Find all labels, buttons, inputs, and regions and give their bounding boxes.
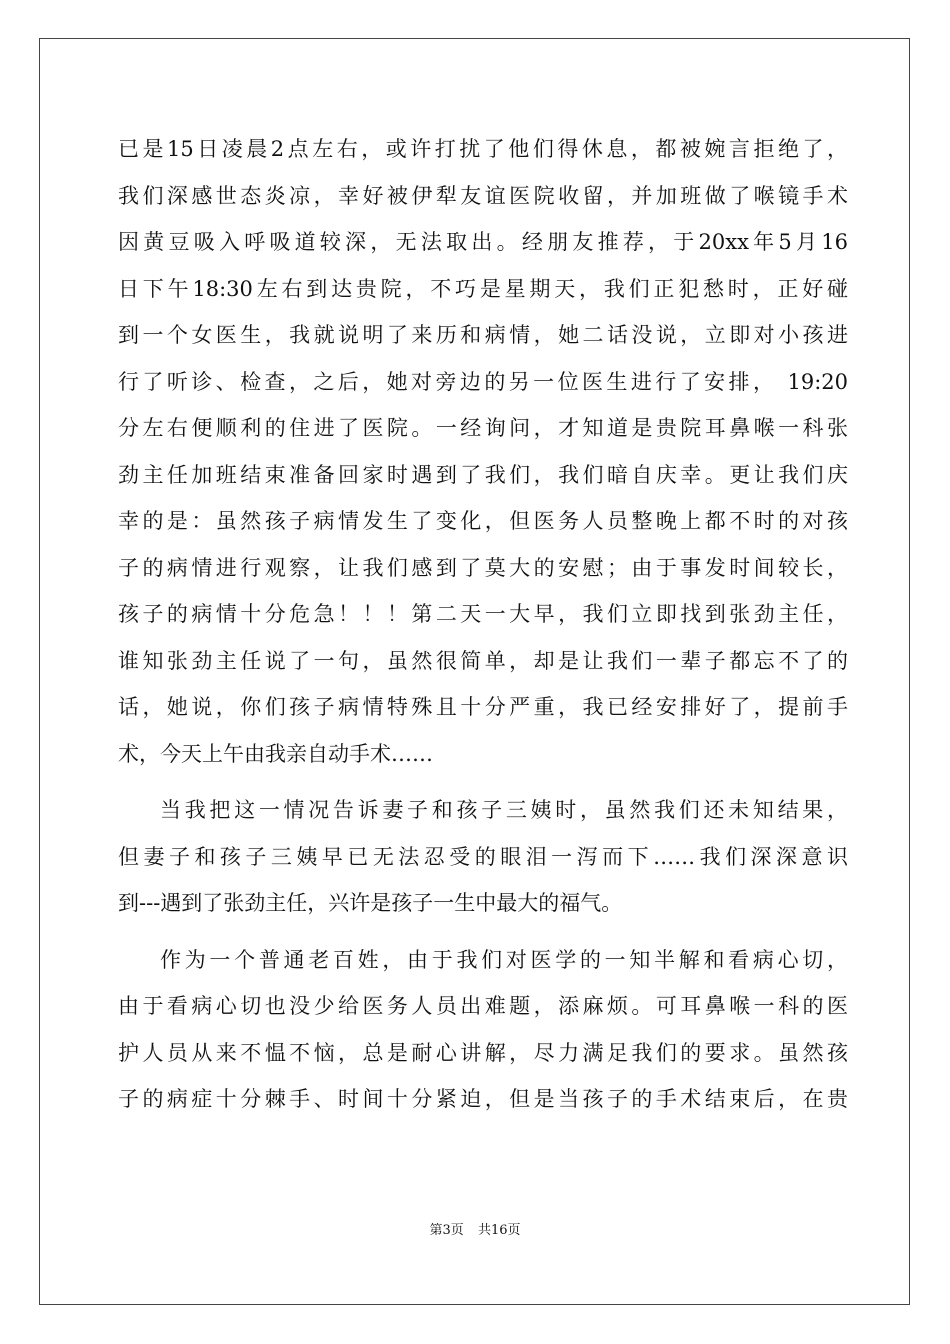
text-line: 孩子的病情十分危急！！！第二天一大早，我们立即找到张劲主任，: [118, 602, 848, 626]
text-line: 当我把这一情况告诉妻子和孩子三姨时，虽然我们还未知结果，: [160, 798, 848, 822]
text-line: 我们深感世态炎凉，幸好被伊犁友谊医院收留，并加班做了喉镜手术: [118, 183, 848, 208]
text-line: 因黄豆吸入呼吸道较深，无法取出。经朋友推荐，于20xx年5月16: [118, 230, 848, 254]
text-line: 日下午18:30左右到达贵院，不巧是星期天，我们正犯愁时，正好碰: [118, 276, 848, 301]
text-line: 行了听诊、检查，之后，她对旁边的另一位医生进行了安排， 19:20: [118, 369, 848, 394]
document-body: [118, 126, 848, 1123]
text-line: 分左右便顺利的住进了医院。一经询问，才知道是贵院耳鼻喉一科张: [118, 416, 848, 440]
paragraph-gap: [118, 927, 848, 937]
text-line: 到一个女医生，我就说明了来历和病情，她二话没说，立即对小孩进: [118, 323, 848, 347]
text-line: 话，她说，你们孩子病情特殊且十分严重，我已经安排好了，提前手: [118, 695, 848, 719]
text-line: 已是15日凌晨2点左右，或许打扰了他们得休息，都被婉言拒绝了，: [118, 137, 848, 161]
paragraph-3: [118, 937, 848, 1123]
paragraph-gap: [118, 777, 848, 787]
text-line: 谁知张劲主任说了一句，虽然很简单，却是让我们一辈子都忘不了的: [118, 648, 848, 673]
text-line: 幸的是：虽然孩子病情发生了变化，但医务人员整晚上都不时的对孩: [118, 509, 848, 533]
text-line: 护人员从来不愠不恼，总是耐心讲解，尽力满足我们的要求。虽然孩: [118, 1040, 848, 1065]
text-line: 子的病情进行观察，让我们感到了莫大的安慰；由于事发时间较长，: [118, 555, 848, 580]
text-line: 到---遇到了张劲主任，兴许是孩子一生中最大的福气。: [118, 891, 623, 915]
total-pages: 共16页: [477, 1223, 521, 1238]
text-line: 子的病症十分棘手、时间十分紧迫，但是当孩子的手术结束后，在贵: [118, 1087, 848, 1111]
paragraph-1: [118, 126, 848, 777]
paragraph-2: [118, 787, 848, 927]
text-line: 由于看病心切也没少给医务人员出难题，添麻烦。可耳鼻喉一科的医: [118, 994, 848, 1018]
page-number: 第3页: [429, 1223, 464, 1238]
text-line: 但妻子和孩子三姨早已无法忍受的眼泪一泻而下……我们深深意识: [118, 844, 848, 869]
text-line: 作为一个普通老百姓，由于我们对医学的一知半解和看病心切，: [160, 947, 848, 972]
page-footer: [0, 1219, 950, 1238]
text-line: 术，今天上午由我亲自动手术……: [118, 741, 433, 766]
text-line: 劲主任加班结束准备回家时遇到了我们，我们暗自庆幸。更让我们庆: [118, 462, 848, 487]
